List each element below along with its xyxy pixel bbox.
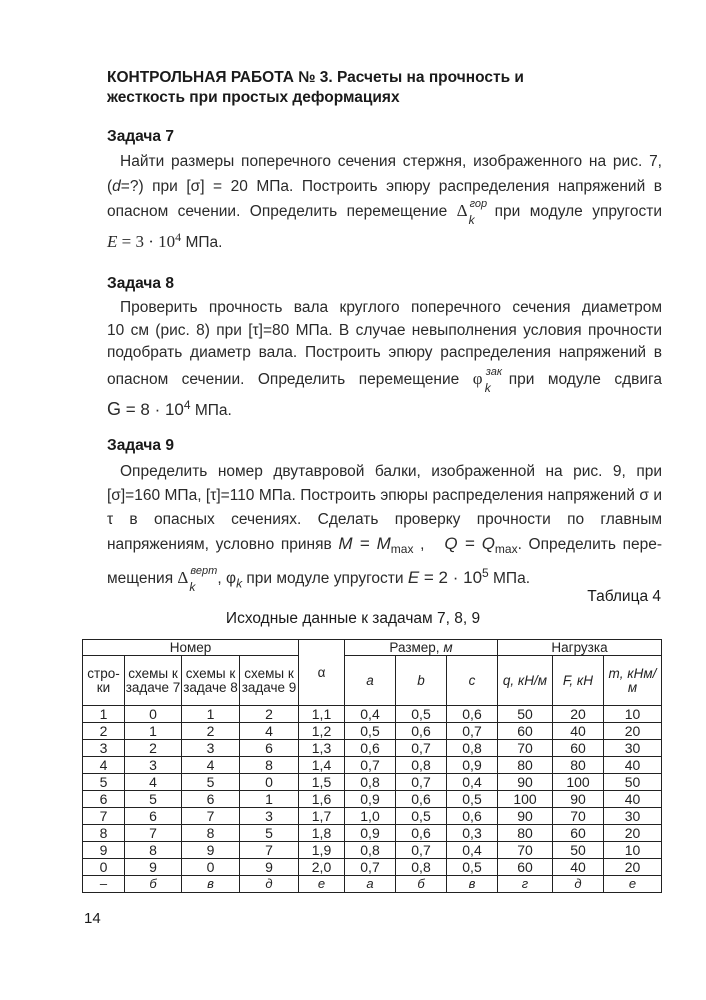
- table-cell: 1,7: [299, 808, 345, 825]
- table-cell: 1,3: [299, 740, 345, 757]
- table-cell: 20: [604, 723, 662, 740]
- table-cell: 0,6: [345, 740, 396, 757]
- table-cell: 1: [83, 706, 125, 723]
- table-caption: Исходные данные к задачам 7, 8, 9: [225, 610, 481, 627]
- table-row: [83, 774, 662, 791]
- table-cell: 0,4: [345, 706, 396, 723]
- table-row: [83, 757, 662, 774]
- table-cell: 4: [240, 723, 299, 740]
- table-cell: 1,4: [299, 757, 345, 774]
- table-cell: 6: [125, 808, 182, 825]
- table-cell: 5: [83, 774, 125, 791]
- task-8-heading: Задача 8: [107, 275, 174, 292]
- table-cell: 4: [182, 757, 240, 774]
- table-cell: 1,0: [345, 808, 396, 825]
- table-row: [83, 791, 662, 808]
- table-cell: 1,1: [299, 706, 345, 723]
- table-cell: 1,8: [299, 825, 345, 842]
- table-cell: 3: [182, 740, 240, 757]
- table-cell: 0,6: [447, 808, 498, 825]
- table-cell: 2: [83, 723, 125, 740]
- table-cell: 0,7: [396, 842, 447, 859]
- table-cell: 0,4: [447, 774, 498, 791]
- table-cell: 0,5: [447, 791, 498, 808]
- table-cell: 6: [182, 791, 240, 808]
- table-cell: 20: [553, 706, 604, 723]
- table-cell: 0,8: [447, 740, 498, 757]
- table-cell: 2: [125, 740, 182, 757]
- table-row: [83, 825, 662, 842]
- table-cell: 7: [125, 825, 182, 842]
- page-title: КОНТРОЛЬНАЯ РАБОТА № 3. Расчеты на прочность и жесткость при простых деформациях: [107, 69, 524, 106]
- table-cell: 1: [125, 723, 182, 740]
- delta-symbol: Δ гор k: [456, 198, 488, 228]
- table-cell: 3: [240, 808, 299, 825]
- table-cell: 0,9: [345, 825, 396, 842]
- task-8-text: Проверить прочность вала круглого поперечного сечения диаметром 10 см (рис. 8) при [τ]=80 МПа. В случае невыполнения условия прочности подобрать диаметр вала. Построить эпюру распределения напряжений в опасном сечении. Определить перемещение φ зак k при модуле сдвига $G = 8 \cdot 10^4$ МПа.: [107, 299, 662, 419]
- table-cell: 20: [604, 859, 662, 876]
- table-cell: 100: [498, 791, 553, 808]
- table-cell: 0: [240, 774, 299, 791]
- table-cell: 0,7: [345, 859, 396, 876]
- table-cell: 7: [83, 808, 125, 825]
- table-cell: 9: [240, 859, 299, 876]
- table-cell: 30: [604, 808, 662, 825]
- header-q: q, кН/м: [498, 656, 553, 706]
- table-cell: 4: [83, 757, 125, 774]
- table-cell: 0: [83, 859, 125, 876]
- table-cell: 6: [240, 740, 299, 757]
- table-row: [83, 740, 662, 757]
- code-cell: д: [553, 876, 604, 893]
- table-cell: 0,6: [396, 723, 447, 740]
- table-cell: 7: [182, 808, 240, 825]
- header-row: стро-ки: [83, 656, 125, 706]
- table-cell: 0,6: [396, 825, 447, 842]
- table-cell: 0,6: [396, 791, 447, 808]
- table-cell: 1,6: [299, 791, 345, 808]
- header-load: Нагрузка: [498, 640, 662, 656]
- header-b: b: [396, 656, 447, 706]
- table-cell: 8: [83, 825, 125, 842]
- table-cell: 0,5: [396, 808, 447, 825]
- table-row: [83, 808, 662, 825]
- code-cell: е: [299, 876, 345, 893]
- table-cell: 0,7: [396, 740, 447, 757]
- table-cell: 0,9: [345, 791, 396, 808]
- table-cell: 9: [125, 859, 182, 876]
- table-cell: 0,3: [447, 825, 498, 842]
- table-cell: 5: [240, 825, 299, 842]
- table-cell: 10: [604, 842, 662, 859]
- table-cell: 30: [604, 740, 662, 757]
- table-cell: 90: [553, 791, 604, 808]
- table-cell: 5: [182, 774, 240, 791]
- table-cell: 0,5: [447, 859, 498, 876]
- table-cell: 70: [553, 808, 604, 825]
- table-cell: 8: [125, 842, 182, 859]
- header-size: Размер, м: [345, 640, 498, 656]
- table-cell: 60: [553, 740, 604, 757]
- page-number: 14: [84, 910, 101, 927]
- table-cell: 0,5: [396, 706, 447, 723]
- table-cell: 0,8: [396, 859, 447, 876]
- table-row: [83, 859, 662, 876]
- table-cell: 40: [604, 791, 662, 808]
- header-number: Номер: [83, 640, 299, 656]
- header-a: a: [345, 656, 396, 706]
- table-cell: 70: [498, 842, 553, 859]
- task-9-text: Определить номер двутавровой балки, изображенной на рис. 9, при [σ]=160 МПа, [τ]=110 МПа. Построить эпюры распределения напряжений σ и τ в опасных сечениях. Сделать проверку прочности по главным напряжениям, условно приняв $M = M_{max}$ , $Q = Q_{max}$. Определить пере- мещения Δ верт k , $\varphi_k$ при модуле упругости $E = 2 \cdot 10^5$ МПа.: [107, 463, 663, 595]
- code-cell: в: [447, 876, 498, 893]
- table-cell: 5: [125, 791, 182, 808]
- table-cell: 40: [553, 859, 604, 876]
- header-alpha: α: [299, 640, 345, 706]
- table-cell: 90: [498, 774, 553, 791]
- code-cell: е: [604, 876, 662, 893]
- header-m: m, кНм/м: [604, 656, 662, 706]
- code-cell: а: [345, 876, 396, 893]
- table-cell: 7: [240, 842, 299, 859]
- table-cell: 10: [604, 706, 662, 723]
- table-cell: 1,5: [299, 774, 345, 791]
- table-cell: 60: [498, 723, 553, 740]
- table-cell: 0: [182, 859, 240, 876]
- header-F: F, кН: [553, 656, 604, 706]
- code-cell: б: [396, 876, 447, 893]
- table-cell: 1,9: [299, 842, 345, 859]
- header-scheme-7: схемы к задаче 7: [125, 656, 182, 706]
- table-cell: 1: [240, 791, 299, 808]
- code-cell: в: [182, 876, 240, 893]
- delta-symbol: Δ верт k: [177, 565, 218, 595]
- table-row: [83, 723, 662, 740]
- table-cell: 60: [553, 825, 604, 842]
- table-cell: 2: [240, 706, 299, 723]
- table-cell: 0,5: [345, 723, 396, 740]
- table-cell: 3: [83, 740, 125, 757]
- header-scheme-8: схемы к задаче 8: [182, 656, 240, 706]
- table-label: Таблица 4: [587, 588, 661, 605]
- table-cell: 70: [498, 740, 553, 757]
- table-row: [83, 842, 662, 859]
- table-cell: 8: [182, 825, 240, 842]
- table-cell: 2: [182, 723, 240, 740]
- table-cell: 90: [498, 808, 553, 825]
- table-cell: 0,8: [345, 774, 396, 791]
- table-cell: 9: [83, 842, 125, 859]
- table-cell: 2,0: [299, 859, 345, 876]
- table-cell: 80: [498, 825, 553, 842]
- table-cell: 100: [553, 774, 604, 791]
- table-cell: 0,8: [345, 842, 396, 859]
- table-cell: 50: [604, 774, 662, 791]
- table-cell: 80: [553, 757, 604, 774]
- table-cell: 80: [498, 757, 553, 774]
- table-cell: 0: [125, 706, 182, 723]
- task-9-heading: Задача 9: [107, 437, 174, 454]
- table-cell: 4: [125, 774, 182, 791]
- code-cell: г: [498, 876, 553, 893]
- input-data-table: [82, 639, 662, 893]
- table-cell: 40: [604, 757, 662, 774]
- table-cell: 1: [182, 706, 240, 723]
- code-row: [83, 876, 662, 893]
- table-cell: 9: [182, 842, 240, 859]
- table-cell: 40: [553, 723, 604, 740]
- table-cell: 0,7: [345, 757, 396, 774]
- header-c: c: [447, 656, 498, 706]
- table-cell: 60: [498, 859, 553, 876]
- task-7-text: Найти размеры поперечного сечения стержня, изображенного на рис. 7, (d=?) при [σ] = 20 МПа. Построить эпюру распределения напряжений в опасном сечении. Определить перемещение Δ гор k при модуле упругости $E = 3 \cdot 10^4$ МПа.: [107, 153, 662, 251]
- table-cell: 50: [498, 706, 553, 723]
- table-cell: 1,2: [299, 723, 345, 740]
- table-cell: 0,7: [396, 774, 447, 791]
- table-cell: 0,8: [396, 757, 447, 774]
- phi-symbol: φ зак k: [472, 365, 503, 395]
- table-cell: 0,7: [447, 723, 498, 740]
- task-7-heading: Задача 7: [107, 128, 174, 145]
- table-cell: 20: [604, 825, 662, 842]
- table-cell: 0,9: [447, 757, 498, 774]
- table-cell: 50: [553, 842, 604, 859]
- header-scheme-9: схемы к задаче 9: [240, 656, 299, 706]
- table-cell: 0,4: [447, 842, 498, 859]
- table-cell: 3: [125, 757, 182, 774]
- code-cell: –: [83, 876, 125, 893]
- table-cell: 6: [83, 791, 125, 808]
- table-cell: 8: [240, 757, 299, 774]
- code-cell: б: [125, 876, 182, 893]
- table-cell: 0,6: [447, 706, 498, 723]
- table-row: [83, 706, 662, 723]
- code-cell: д: [240, 876, 299, 893]
